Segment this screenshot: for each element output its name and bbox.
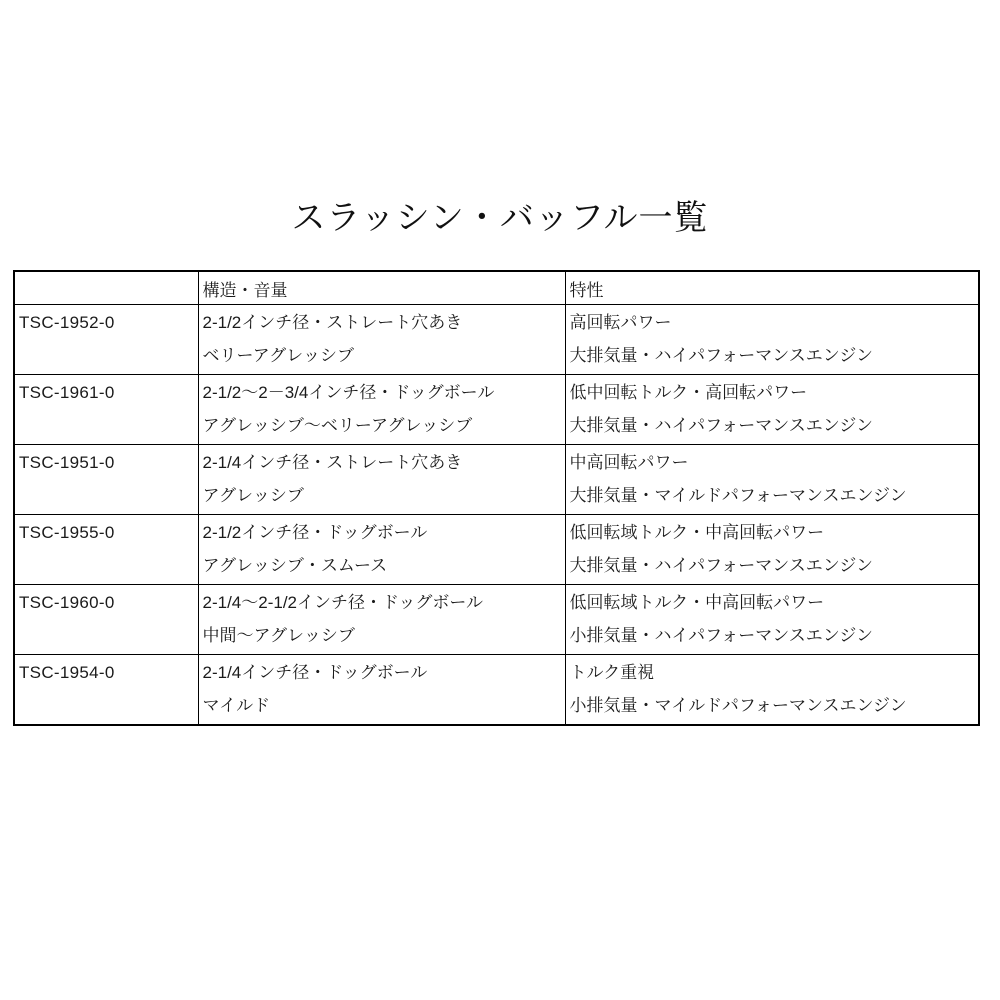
cell-line: アグレッシブ～ベリーアグレッシブ (202, 416, 473, 435)
cell-line: 2-1/4～2-1/2インチ径・ドッグボール (202, 593, 483, 612)
cell-line: 中高回転パワー (569, 453, 689, 472)
cell-line: 小排気量・ハイパフォーマンスエンジン (569, 626, 873, 645)
table-body (14, 305, 979, 726)
model-cell: TSC-1960-0 (14, 585, 198, 655)
col-header-traits: 特性 (565, 271, 979, 305)
cell-line: 大排気量・ハイパフォーマンスエンジン (569, 416, 873, 435)
structure-cell (198, 515, 565, 585)
cell-line: 2-1/4インチ径・ドッグボール (202, 663, 428, 682)
col-header-structure: 構造・音量 (198, 271, 565, 305)
traits-cell (565, 515, 979, 585)
cell-line: ベリーアグレッシブ (202, 346, 354, 365)
cell-line: 低回転域トルク・中高回転パワー (569, 593, 825, 612)
model-cell: TSC-1955-0 (14, 515, 198, 585)
cell-line: 2-1/4インチ径・ストレート穴あき (202, 453, 463, 472)
cell-line: 高回転パワー (569, 313, 672, 332)
baffle-table (13, 270, 980, 726)
structure-cell (198, 585, 565, 655)
structure-cell (198, 375, 565, 445)
cell-line: 2-1/2～2－3/4インチ径・ドッグボール (202, 383, 495, 402)
model-cell: TSC-1951-0 (14, 445, 198, 515)
page-title: スラッシン・バッフル一覧 (291, 199, 709, 237)
table-row (14, 515, 979, 585)
structure-cell (198, 305, 565, 375)
table-row (14, 655, 979, 726)
cell-line: 大排気量・マイルドパフォーマンスエンジン (569, 486, 907, 505)
table-row (14, 585, 979, 655)
traits-cell (565, 655, 979, 726)
structure-cell (198, 655, 565, 726)
col-header-model (14, 271, 198, 305)
structure-cell (198, 445, 565, 515)
table-row (14, 445, 979, 515)
cell-line: 中間～アグレッシブ (202, 626, 355, 645)
table-row (14, 375, 979, 445)
traits-cell (565, 375, 979, 445)
cell-line: 低回転域トルク・中高回転パワー (569, 523, 825, 542)
traits-cell (565, 305, 979, 375)
model-cell: TSC-1961-0 (14, 375, 198, 445)
traits-cell (565, 585, 979, 655)
cell-line: 大排気量・ハイパフォーマンスエンジン (569, 346, 873, 365)
model-cell: TSC-1952-0 (14, 305, 198, 375)
cell-line: 大排気量・ハイパフォーマンスエンジン (569, 556, 873, 575)
model-cell: TSC-1954-0 (14, 655, 198, 726)
traits-cell (565, 445, 979, 515)
cell-line: 2-1/2インチ径・ストレート穴あき (202, 313, 463, 332)
cell-line: 2-1/2インチ径・ドッグボール (202, 523, 428, 542)
cell-line: 小排気量・マイルドパフォーマンスエンジン (569, 696, 907, 715)
cell-line: 低中回転トルク・高回転パワー (569, 383, 808, 402)
header-row (14, 271, 979, 305)
cell-line: トルク重視 (569, 663, 655, 682)
cell-line: アグレッシブ・スムース (202, 556, 388, 575)
cell-line: マイルド (202, 696, 271, 715)
table-row (14, 305, 979, 375)
cell-line: アグレッシブ (202, 486, 304, 505)
table-header (14, 271, 979, 305)
